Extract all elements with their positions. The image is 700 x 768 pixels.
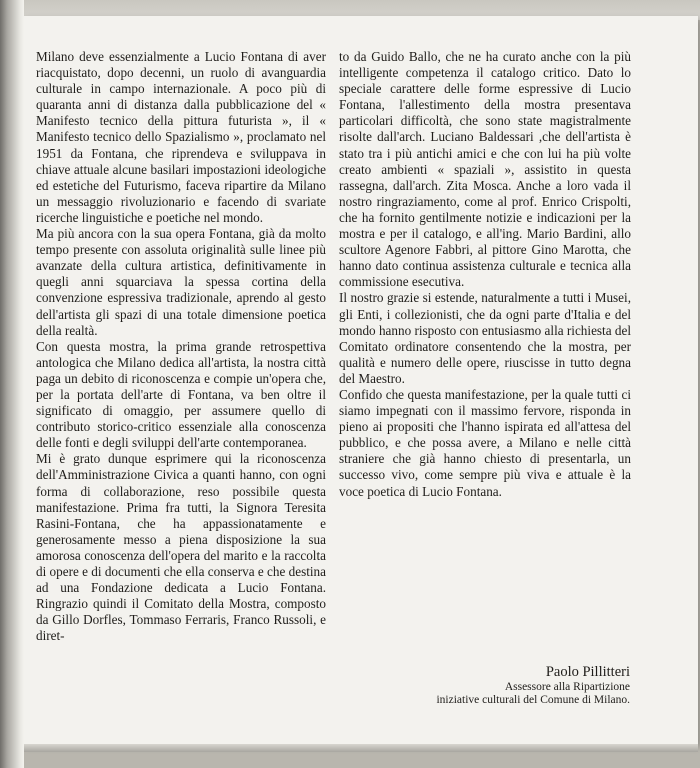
paragraph: Confido che questa manifestazione, per la quale tutti ci siamo impegnati con il massimo fervore, risponda in pieno ai propositi che l'hanno ispirata ed all'attesa del pubblico, e che possa avere, a Milano e nelle città straniere che già hanno chiesto di presentarla, un successo vivo, come sempre più viva e attuale è la voce poetica di Lucio Fontana. [339,386,631,499]
text-column-left [36,49,326,644]
signature-name: Paolo Pillitteri [545,664,630,680]
paragraph: to da Guido Ballo, che ne ha curato anche con la più intelligente competenza il catalogo critico. Dato lo speciale carattere delle forme espressive di Lucio Fontana, l'allestimento della mostra presentava particolari difficoltà, che sono state magistralmente risolte dall'arch. Luciano Baldessari ,che dell'artista è stato tra i più antichi amici e che con lui ha più volte creato ambienti « spaziali », assistito in questa rassegna, dall'arch. Zita Mosca. Anche a loro vada il nostro ringraziamento, come al prof. Enrico Crispolti, che ha fornito gentilmente notizie e indicazioni per la mostra e per il catalogo, e all'ing. Mario Bardini, allo scultore Agenore Fabbri, al pittore Gino Marotta, che hanno dato continua assistenza culturale e tecnica alla commissione esecutiva. [339,49,631,290]
paragraph: Mi è grato dunque esprimere qui la riconoscenza dell'Amministrazione Civica a quanti hanno, con ogni forma di collaborazione, reso possibile questa manifestazione. Prima fra tutti, la Signora Teresita Rasini-Fontana, che ha appassionatamente e generosamente messo a piena disposizione la sua amorosa conoscenza dell'opera del marito e la raccolta di opere e di documenti che ella conserva e che destina ad una Fondazione dedicata a Lucio Fontana. Ringrazio quindi il Comitato della Mostra, composto da Gillo Dorfles, Tommaso Ferraris, Franco Russoli, e diret- [36,451,326,644]
paragraph: Il nostro grazie si estende, naturalmente a tutti i Musei, gli Enti, i collezionisti, che da ogni parte d'Italia e del mondo hanno risposto con entusiasmo alla richiesta del Comitato ordinatore consentendo che la mostra, per qualità e numero delle opere, riuscisse in tutto degna del Maestro. [339,290,631,386]
text-column-right [339,49,631,500]
paragraph: Milano deve essenzialmente a Lucio Fontana di aver riacquistato, dopo decenni, un ruolo di avanguardia culturale in campo internazionale. A poco più di quaranta anni di distanza dalla pubblicazione del « Manifesto tecnico della pittura futurista », il « Manifesto tecnico dello Spazialismo », proclamato nel 1951 da Fontana, che riprendeva e sviluppava in chiave attuale alcune basilari impostazioni ideologiche ed estetiche del Futurismo, faceva ripartire da Milano un messaggio rivoluzionario e facendo di svariate ricerche linguistiche e poetiche nel mondo. [36,49,326,225]
signature-block [380,664,630,706]
paragraph: Ma più ancora con la sua opera Fontana, già da molto tempo presente con assoluta originalità sulle linee più avanzate della cultura artistica, definitivamente in quegli anni squarciava la spessa cortina della convenzione espressiva tradizionale, aprendo al gesto dell'artista gli spazi di una totale dimensione poetica della realtà. [36,226,326,338]
page-bottom-edge [22,744,698,752]
paragraph: Con questa mostra, la prima grande retrospettiva antologica che Milano dedica all'artista, la nostra città paga un debito di riconoscenza e compie un'opera che, per la portata dell'arte di Fontana, va ben oltre il significato di omaggio, per assumere quello di contributo storico-critico essenziale alla conoscenza delle fonti e degli sviluppi dell'arte contemporanea. [36,338,326,451]
book-spine-shadow [0,0,24,768]
signature-title: Assessore alla Ripartizione [504,681,630,693]
signature-title: iniziative culturali del Comune di Milano. [436,693,630,706]
